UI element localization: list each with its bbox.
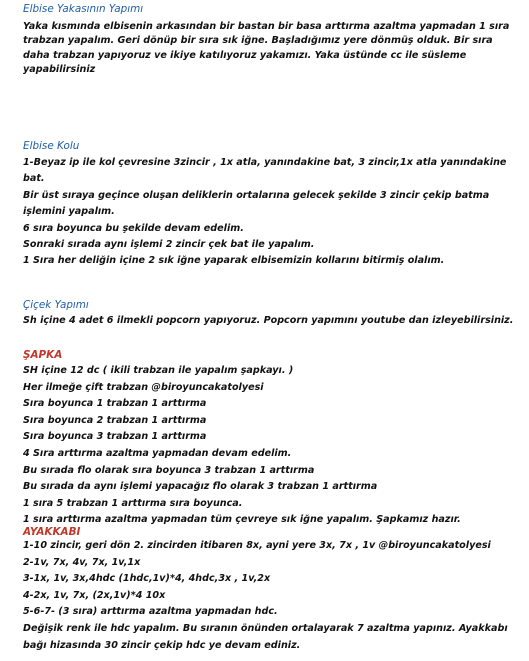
text-line: bat. — [23, 173, 45, 185]
section-body-sapka — [23, 363, 517, 529]
text-line: 6 sıra boyunca bu şekilde devam edelim. — [23, 222, 244, 234]
text-line: 1 sıra 5 trabzan 1 arttırma sıra boyunca. — [23, 497, 243, 509]
text-line: 1 Sıra her deliğin içine 2 sık iğne yaparak elbisemizin kollarını bitirmiş olalım. — [23, 255, 445, 267]
section-title-ayakkabi: AYAKKABI — [23, 526, 81, 538]
text-line: 1-10 zincir, geri dön 2. zincirden itibaren 8x, ayni yere 3x, 7x , 1v @biroyuncakatolyesi — [23, 540, 491, 551]
text-line: Bu sırada da aynı işlemi yapacağız flo olarak 3 trabzan 1 arttırma — [23, 481, 378, 493]
text-line: trabzan yapalım. Geri dönüp bir sıra sık iğne. Başladığımız yere dönmüş olduk. Bir sıra — [23, 35, 493, 47]
text-line: 1-Beyaz ip ile kol çevresine 3zincir , 1x atla, yanındakine bat, 3 zincir,1x atla yanındakine — [23, 157, 507, 168]
text-line: 5-6-7- (3 sıra) arttırma azaltma yapmadan hdc. — [23, 606, 278, 618]
section-body-cicek — [23, 314, 517, 328]
text-line: SH içine 12 dc ( ikili trabzan ile yapalım şapkayı. ) — [23, 365, 294, 376]
text-line: Bu sırada flo olarak sıra boyunca 3 trabzan 1 arttırma — [23, 464, 315, 476]
text-line: 2-1v, 7x, 4v, 7x, 1v,1x — [23, 556, 141, 568]
text-line: daha trabzan yapıyoruz ve ikiye katılıyoruz yakamızı. Yaka üstünde cc ile süsleme — [23, 49, 467, 61]
section-body-kol — [23, 155, 517, 270]
text-line: bağı hizasında 30 zincir çekip hdc ye devam ediniz. — [23, 639, 301, 651]
text-line: Yaka kısmında elbisenin arkasından bir bastan bir basa arttırma azaltma yapmadan 1 sıra — [23, 21, 510, 32]
text-line: Bir üst sıraya geçince oluşan deliklerin ortalarına gelecek şekilde 3 zincir çekip batma — [23, 189, 490, 201]
text-line: yapabilirsiniz — [23, 63, 96, 75]
text-line: 3-1x, 1v, 3x,4hdc (1hdc,1v)*4, 4hdc,3x , 1v,2x — [23, 573, 271, 585]
section-title-cicek: Çiçek Yapımı — [23, 299, 89, 311]
section-title-kol: Elbise Kolu — [23, 140, 80, 152]
text-line: Sıra boyunca 3 trabzan 1 arttırma — [23, 431, 207, 443]
text-line: Sh içine 4 adet 6 ilmekli popcorn yapıyoruz. Popcorn yapımını youtube dan izleyebilirsiniz. — [23, 315, 514, 326]
section-title-sapka: ŞAPKA — [23, 349, 63, 361]
text-line: 1 sıra arttırma azaltma yapmadan tüm çevreye sık iğne yapalım. Şapkamız hazır. — [23, 514, 461, 526]
section-title-yaka: Elbise Yakasının Yapımı — [23, 3, 144, 15]
text-line: Değişik renk ile hdc yapalım. Bu sıranın önünden ortalayarak 7 azaltma yapınız. Ayakkabı — [23, 622, 508, 634]
text-line: 4-2x, 1v, 7x, (2x,1v)*4 10x — [23, 589, 166, 601]
section-body-yaka — [23, 20, 517, 77]
text-line: Sonraki sırada aynı işlemi 2 zincir çek bat ile yapalım. — [23, 238, 315, 250]
text-line: 4 Sıra arttırma azaltma yapmadan devam edelim. — [23, 447, 292, 459]
section-body-ayakkabi — [23, 538, 517, 654]
text-line: işlemini yapalım. — [23, 206, 115, 218]
text-line: Her ilmeğe çift trabzan @biroyuncakatolyesi — [23, 381, 264, 393]
text-line: Sıra boyunca 1 trabzan 1 arttırma — [23, 398, 207, 410]
text-line: Sıra boyunca 2 trabzan 1 arttırma — [23, 414, 207, 426]
